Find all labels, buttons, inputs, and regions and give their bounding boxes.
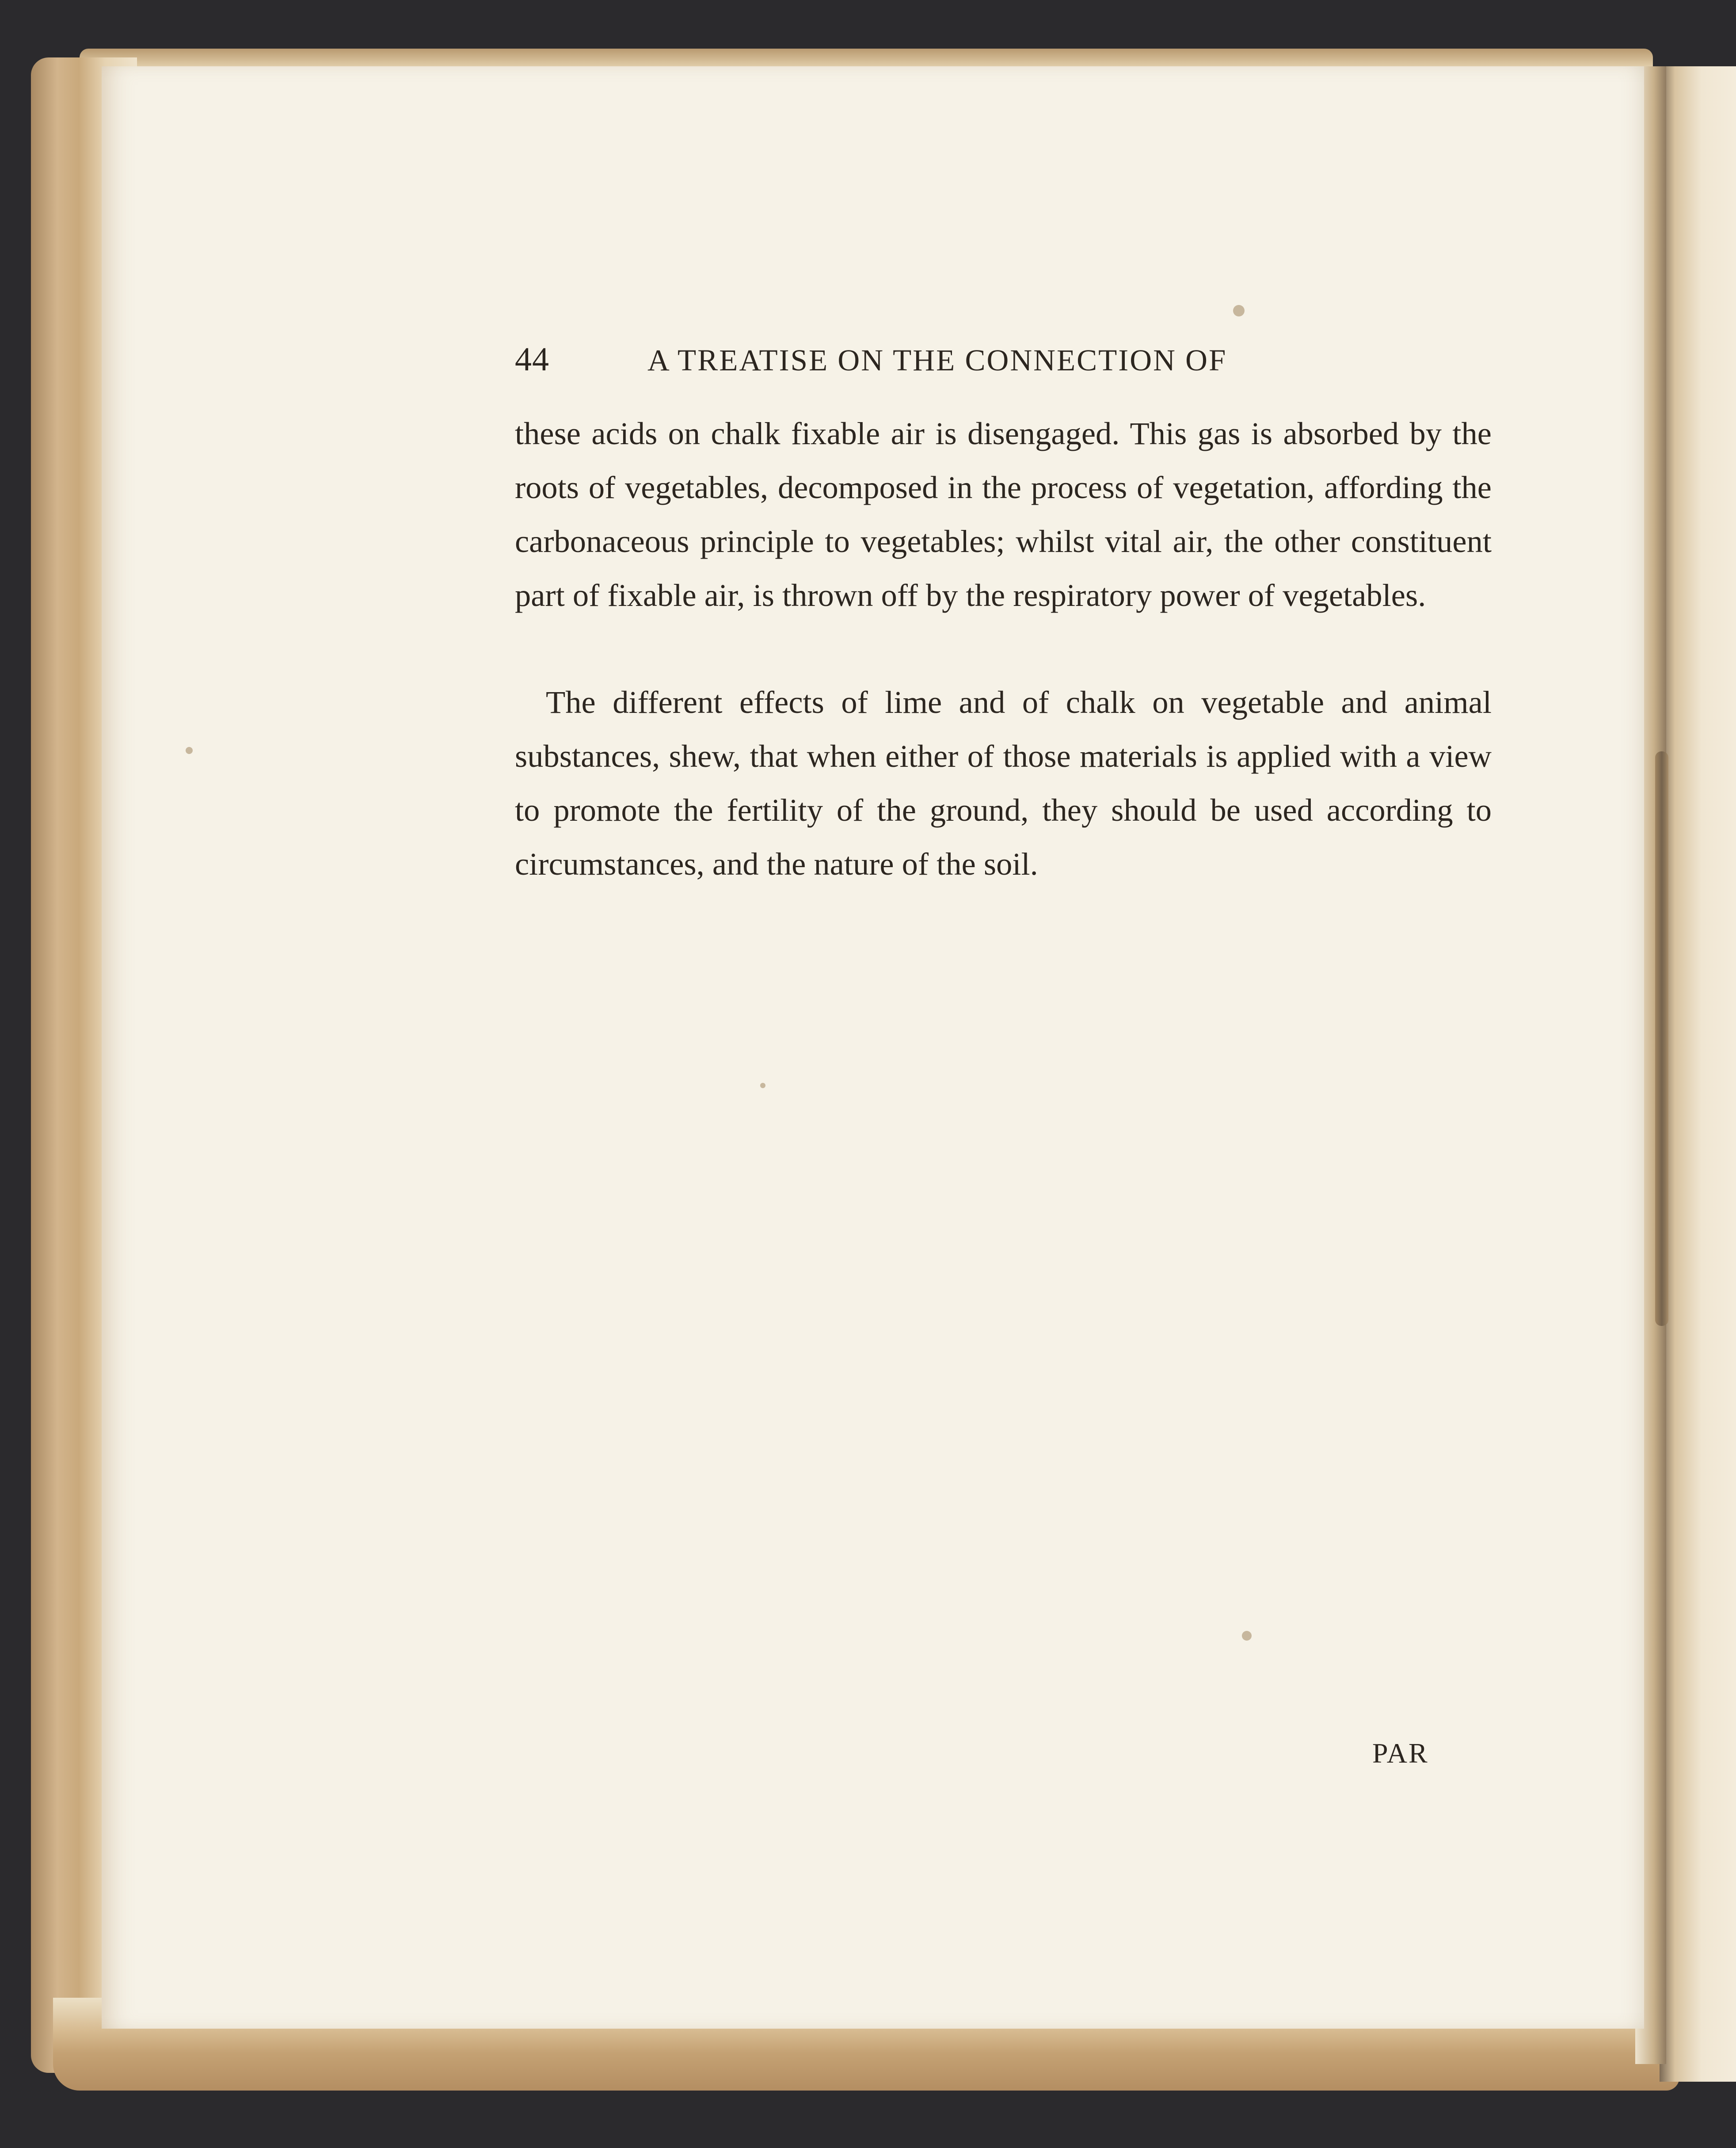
paper-speck bbox=[760, 1083, 765, 1088]
book-page bbox=[102, 66, 1644, 2029]
spine-stain bbox=[1655, 751, 1668, 1326]
body-text bbox=[515, 407, 1492, 891]
running-head-title: A TREATISE ON THE CONNECTION OF bbox=[647, 343, 1227, 377]
paper-speck bbox=[186, 747, 193, 754]
paragraph-gap bbox=[515, 622, 1492, 675]
page-number: 44 bbox=[515, 341, 549, 378]
running-head bbox=[515, 340, 1492, 407]
paper-speck bbox=[1242, 1631, 1252, 1641]
facing-page-edge bbox=[1660, 66, 1736, 2082]
paragraph-2: The different effects of lime and of chalk on vegetable and animal substances, shew, that when either of those materials is applied with a view to promote the fertility of the ground, they should be used according to circumstances, and the nature of the soil. bbox=[515, 684, 1492, 882]
text-block bbox=[515, 340, 1492, 891]
paper-speck bbox=[1233, 305, 1245, 316]
catchword: PAR bbox=[1372, 1737, 1429, 1769]
paragraph-1: these acids on chalk fixable air is disengaged. This gas is absorbed by the roots of vegetables, decomposed in the process of vegetation, affording the carbonaceous principle to vegetables; whilst vital air, the other constituent part of fixable air, is thrown off by the respiratory power of vegetables. bbox=[515, 415, 1492, 613]
